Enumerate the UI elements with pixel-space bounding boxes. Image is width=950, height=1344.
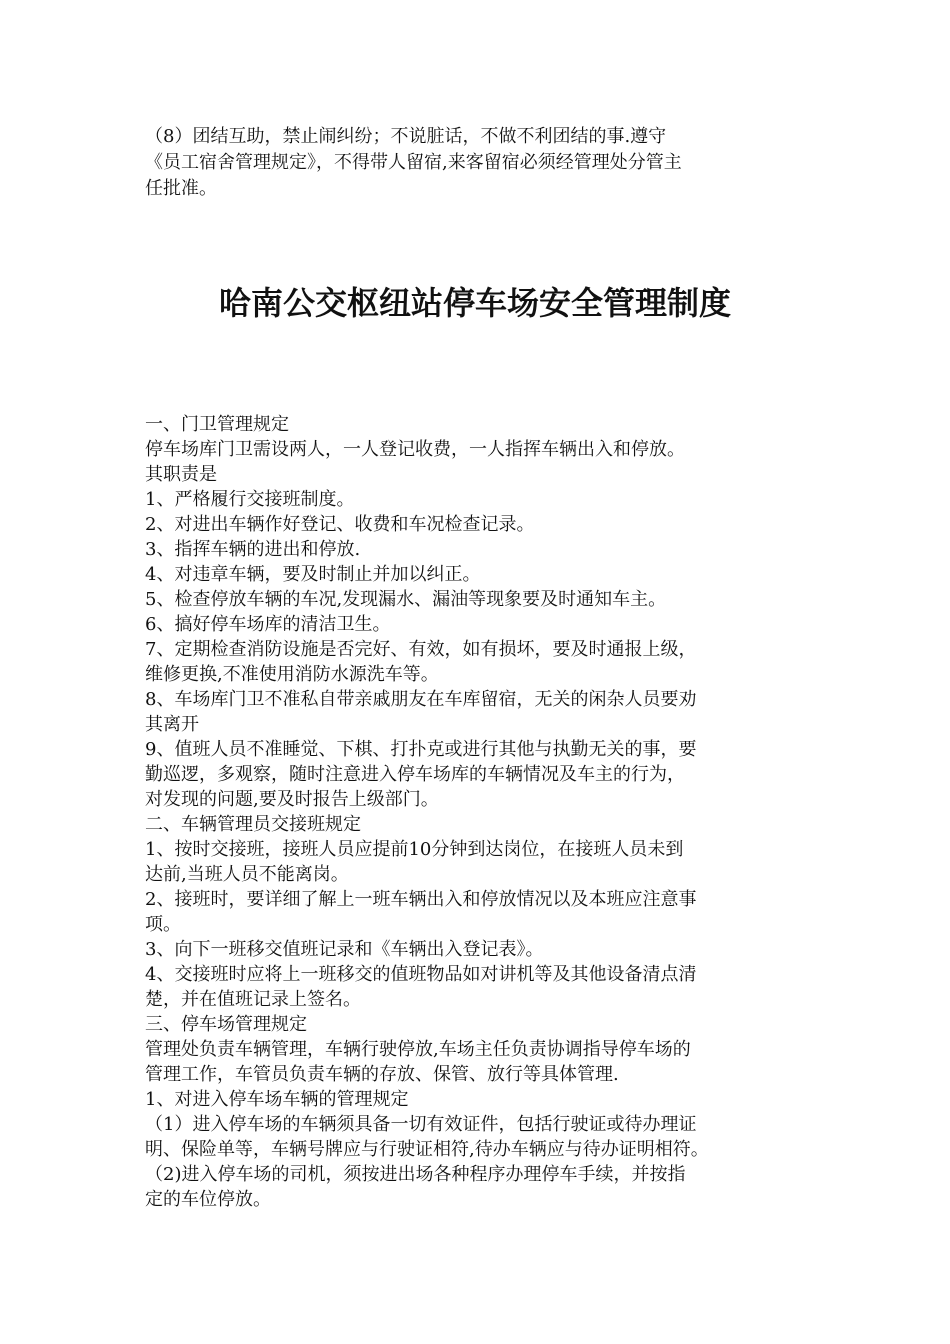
intro-paragraph: [145, 124, 815, 202]
text-line: 明、保险单等，车辆号牌应与行驶证相符,待办车辆应与待办证明相符。: [145, 1139, 709, 1160]
list-item: （2)进入停车场的司机，须按进出场各种程序办理停车手续，并按指: [145, 1164, 686, 1185]
text-line: 其职责是: [145, 464, 217, 485]
section-heading: 二、车辆管理员交接班规定: [145, 814, 361, 835]
text-line: 楚，并在值班记录上签名。: [145, 989, 361, 1010]
text-line: 维修更换,不准使用消防水源洗车等。: [145, 664, 439, 685]
text-line: 管理工作，车管员负责车辆的存放、保管、放行等具体管理.: [145, 1064, 619, 1085]
list-item: 1、按时交接班，接班人员应提前10分钟到达岗位，在接班人员未到: [145, 839, 684, 860]
sub-heading: 1、对进入停车场车辆的管理规定: [145, 1089, 409, 1110]
text-line: 达前,当班人员不能离岗。: [145, 864, 349, 885]
section-heading: 一、门卫管理规定: [145, 414, 289, 435]
list-item: 9、值班人员不准睡觉、下棋、打扑克或进行其他与执勤无关的事，要: [145, 739, 697, 760]
list-item: 3、指挥车辆的进出和停放.: [145, 539, 361, 560]
document-body: [145, 412, 825, 1212]
list-item: 2、接班时，要详细了解上一班车辆出入和停放情况以及本班应注意事: [145, 889, 697, 910]
list-item: 7、定期检查消防设施是否完好、有效，如有损坏，要及时通报上级，: [145, 639, 697, 660]
list-item: 3、向下一班移交值班记录和《车辆出入登记表》。: [145, 939, 544, 960]
list-item: 8、车场库门卫不准私自带亲戚朋友在车库留宿，无关的闲杂人员要劝: [145, 689, 697, 710]
intro-line: 任批准。: [145, 178, 217, 199]
text-line: 定的车位停放。: [145, 1189, 271, 1210]
list-item: （1）进入停车场的车辆须具备一切有效证件，包括行驶证或待办理证: [145, 1114, 697, 1135]
list-item: 1、严格履行交接班制度。: [145, 489, 355, 510]
list-item: 6、搞好停车场库的清洁卫生。: [145, 614, 391, 635]
intro-line: （8）团结互助，禁止闹纠纷；不说脏话，不做不利团结的事.遵守: [145, 126, 667, 147]
list-item: 4、交接班时应将上一班移交的值班物品如对讲机等及其他设备清点清: [145, 964, 697, 985]
section-heading: 三、停车场管理规定: [145, 1014, 307, 1035]
text-line: 项。: [145, 914, 181, 935]
list-item: 5、检查停放车辆的车况,发现漏水、漏油等现象要及时通知车主。: [145, 589, 667, 610]
text-line: 其离开: [145, 714, 199, 735]
intro-line: 《员工宿舍管理规定》，不得带人留宿,来客留宿必须经管理处分管主: [145, 152, 682, 173]
text-line: 停车场库门卫需设两人，一人登记收费，一人指挥车辆出入和停放。: [145, 439, 685, 460]
list-item: 4、对违章车辆，要及时制止并加以纠正。: [145, 564, 481, 585]
text-line: 管理处负责车辆管理，车辆行驶停放,车场主任负责协调指导停车场的: [145, 1039, 691, 1060]
list-item: 2、对进出车辆作好登记、收费和车况检查记录。: [145, 514, 535, 535]
document-title: 哈南公交枢纽站停车场安全管理制度: [218, 284, 731, 322]
text-line: 勤巡逻，多观察，随时注意进入停车场库的车辆情况及车主的行为，: [145, 764, 685, 785]
text-line: 对发现的问题,要及时报告上级部门。: [145, 789, 439, 810]
